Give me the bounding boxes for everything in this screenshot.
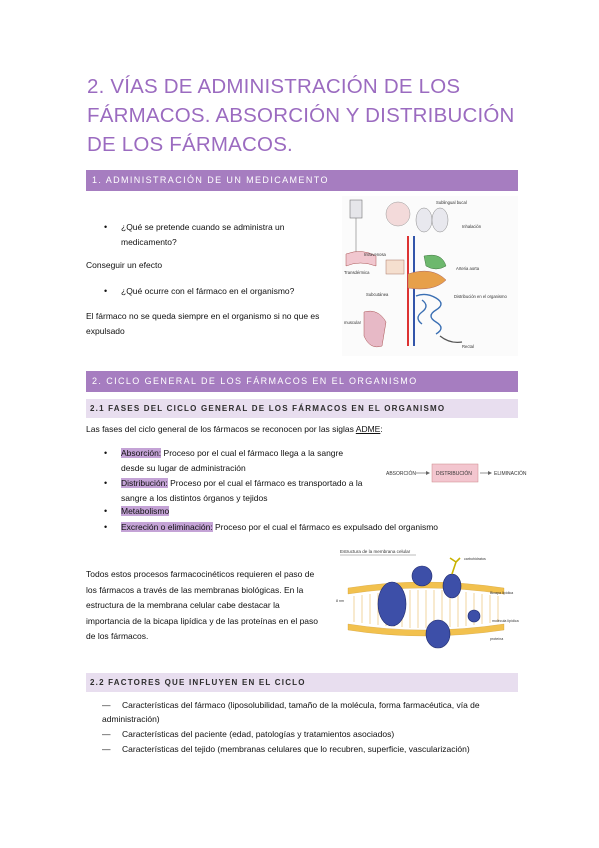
- flow-eliminacion: ELIMINACIÓN: [494, 471, 527, 477]
- bullet-dot: •: [104, 478, 108, 488]
- factor-farmaco: — Características del fármaco (liposolubilidad, tamaño de la molécula, forma farmacéutica, vía de administración): [102, 700, 480, 724]
- membrane-figure: [334, 546, 518, 658]
- flow-absorcion: ABSORCIÓN: [386, 471, 417, 477]
- label-proteina: proteína: [490, 637, 504, 641]
- label-inhalacion: Inhalación: [462, 224, 482, 229]
- label-distribucion: Distribución en el organismo: [454, 294, 507, 299]
- adme-acronym: ADME: [355, 424, 381, 434]
- label-rectal: Rectal: [462, 344, 474, 349]
- administration-routes-figure: [342, 196, 518, 356]
- label-arteria: Arteria aorta: [456, 266, 480, 271]
- question-2: ¿Qué ocurre con el fármaco en el organismo?: [121, 286, 295, 296]
- flow-distribucion: DISTRIBUCIÓN: [436, 471, 472, 477]
- membrane-title: Estructura de la membrana celular: [340, 549, 411, 554]
- label-bicapa: Bicapa lipídica: [490, 591, 514, 595]
- label-carbohidratos: carbohidratos: [464, 557, 486, 561]
- item-absorcion: Absorción: Proceso por el cual el fármaco llega a la sangre desde su lugar de administración: [121, 448, 344, 473]
- question-1: ¿Qué se pretende cuando se administra un medicamento?: [121, 222, 285, 247]
- section-heading-1: 1. ADMINISTRACIÓN DE UN MEDICAMENTO: [86, 170, 518, 191]
- adme-flow-diagram: [384, 460, 527, 486]
- membrane-paragraph: Todos estos procesos farmacocinéticos requieren el paso de los fármacos a través de las membranas biológicas. En la estructura de la membrana celular cabe destacar la importancia de la bicapa lipídica y de las proteínas en el paso de los fármacos.: [86, 569, 319, 641]
- item-excrecion: Excreción o eliminación: Proceso por el cual el fármaco es expulsado del organismo: [121, 522, 439, 532]
- adme-intro: Las fases del ciclo general de los fármacos se reconocen por las siglas ADME:: [86, 424, 383, 434]
- item-distribucion: Distribución: Proceso por el cual el fármaco es transportado a la sangre a los distintos órganos y tejidos: [121, 478, 363, 503]
- label-intravenosa: Intravenosa: [364, 252, 386, 257]
- label-transdermica: Transdérmica: [344, 270, 370, 275]
- label-molecula: molécula lipídica: [492, 619, 519, 623]
- label-scale: 8 nm: [336, 599, 344, 603]
- bullet-dot: •: [104, 222, 108, 232]
- bullet-dot: •: [104, 286, 108, 296]
- page-title: 2. VÍAS DE ADMINISTRACIÓN DE LOS FÁRMACOS. ABSORCIÓN Y DISTRIBUCIÓN DE LOS FÁRMACOS.: [87, 75, 515, 156]
- answer-2: El fármaco no se queda siempre en el organismo si no que es expulsado: [86, 311, 320, 336]
- answer-1: Conseguir un efecto: [86, 260, 163, 270]
- bullet-dot: •: [104, 448, 108, 458]
- bullet-dot: •: [104, 506, 108, 516]
- factor-tejido: — Características del tejido (membranas celulares que lo recubren, superficie, vascularización): [102, 744, 470, 754]
- subsection-heading-2-2: 2.2 FACTORES QUE INFLUYEN EN EL CICLO: [86, 673, 518, 692]
- subsection-heading-2-1: 2.1 FASES DEL CICLO GENERAL DE LOS FÁRMACOS EN EL ORGANISMO: [86, 399, 518, 418]
- label-muscular: muscular: [344, 320, 361, 325]
- item-metabolismo: Metabolismo: [121, 506, 170, 516]
- label-subcutanea: Subcutánea: [366, 292, 389, 297]
- factor-paciente: — Características del paciente (edad, patologías y tratamientos asociados): [102, 729, 395, 739]
- label-sublingual: Sublingual bucal: [436, 200, 467, 205]
- section-heading-2: 2. CICLO GENERAL DE LOS FÁRMACOS EN EL ORGANISMO: [86, 371, 518, 392]
- bullet-dot: •: [104, 522, 108, 532]
